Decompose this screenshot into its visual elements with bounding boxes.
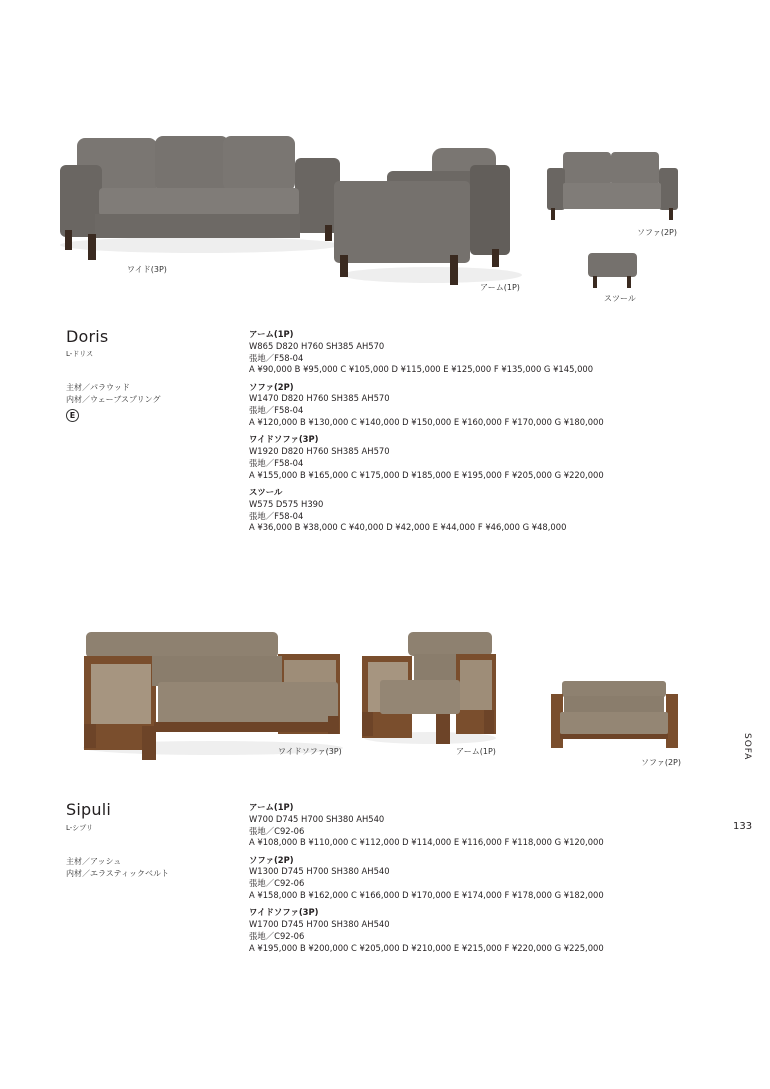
doris-spec-wide-3p: ワイドソファ(3P) W1920 D820 H760 SH385 AH570 張地／F58-04 A ¥155,000 B ¥165,000 C ¥175,000 D ¥185,000 E ¥195,000 F ¥205,000 G ¥220,000 xyxy=(249,434,604,480)
sipuli-material-inner: 内材／エラスティックベルト xyxy=(66,869,169,878)
sipuli-sofa-caption: ソファ(2P) xyxy=(641,758,681,767)
sipuli-wide-caption: ワイドソファ(3P) xyxy=(278,747,342,756)
section-label: SOFA xyxy=(742,733,752,761)
doris-arm-chair-image xyxy=(332,145,517,285)
doris-title: Doris xyxy=(66,327,109,346)
doris-spec-list xyxy=(249,329,604,540)
doris-wide-sofa-image xyxy=(55,130,345,260)
doris-stool-caption: スツール xyxy=(604,294,636,303)
sipuli-materials xyxy=(66,856,169,880)
doris-stool-image xyxy=(587,252,639,292)
doris-arm-caption: アーム(1P) xyxy=(480,283,520,292)
doris-wide-caption: ワイド(3P) xyxy=(127,265,167,274)
doris-sofa-caption: ソファ(2P) xyxy=(637,228,677,237)
page-number: 133 xyxy=(733,821,753,832)
doris-material-inner: 内材／ウェーブスプリング xyxy=(66,395,161,404)
doris-e-badge: E xyxy=(66,409,79,422)
doris-spec-stool: スツール W575 D575 H390 張地／F58-04 A ¥36,000 B ¥38,000 C ¥40,000 D ¥42,000 E ¥44,000 F ¥46,000 G ¥48,000 xyxy=(249,487,567,533)
doris-sofa-2p-image xyxy=(545,150,680,222)
sipuli-spec-sofa-2p: ソファ(2P) W1300 D745 H700 SH380 AH540 張地／C92-06 A ¥158,000 B ¥162,000 C ¥166,000 D ¥170,000 E ¥174,000 F ¥178,000 G ¥182,000 xyxy=(249,854,604,901)
sipuli-spec-list xyxy=(249,802,604,960)
sipuli-title: Sipuli xyxy=(66,800,111,819)
sipuli-arm-caption: アーム(1P) xyxy=(456,747,496,756)
doris-spec-sofa-2p: ソファ(2P) W1470 D820 H760 SH385 AH570 張地／F58-04 A ¥120,000 B ¥130,000 C ¥140,000 D ¥150,000 E ¥160,000 F ¥170,000 G ¥180,000 xyxy=(249,381,604,428)
doris-materials xyxy=(66,382,160,406)
doris-spec-arm: アーム(1P) W865 D820 H760 SH385 AH570 張地／F58-04 A ¥90,000 B ¥95,000 C ¥105,000 D ¥115,000 E ¥125,000 F ¥135,000 G ¥145,000 xyxy=(249,329,594,375)
doris-kana: L-ドリス xyxy=(66,350,94,358)
sipuli-wide-sofa-image xyxy=(78,630,348,760)
sipuli-kana: L-シプリ xyxy=(66,824,94,832)
sipuli-sofa-2p-image xyxy=(550,680,680,750)
doris-material-main: 主材／パラウッド xyxy=(66,383,130,392)
sipuli-spec-wide-3p: ワイドソファ(3P) W1700 D745 H700 SH380 AH540 張地／C92-06 A ¥195,000 B ¥200,000 C ¥205,000 D ¥210,000 E ¥215,000 F ¥220,000 G ¥225,000 xyxy=(249,907,604,953)
sipuli-arm-chair-image xyxy=(360,630,500,750)
sipuli-material-main: 主材／アッシュ xyxy=(66,857,122,866)
sipuli-spec-arm: アーム(1P) W700 D745 H700 SH380 AH540 張地／C92-06 A ¥108,000 B ¥110,000 C ¥112,000 D ¥114,000 E ¥116,000 F ¥118,000 G ¥120,000 xyxy=(249,802,604,848)
